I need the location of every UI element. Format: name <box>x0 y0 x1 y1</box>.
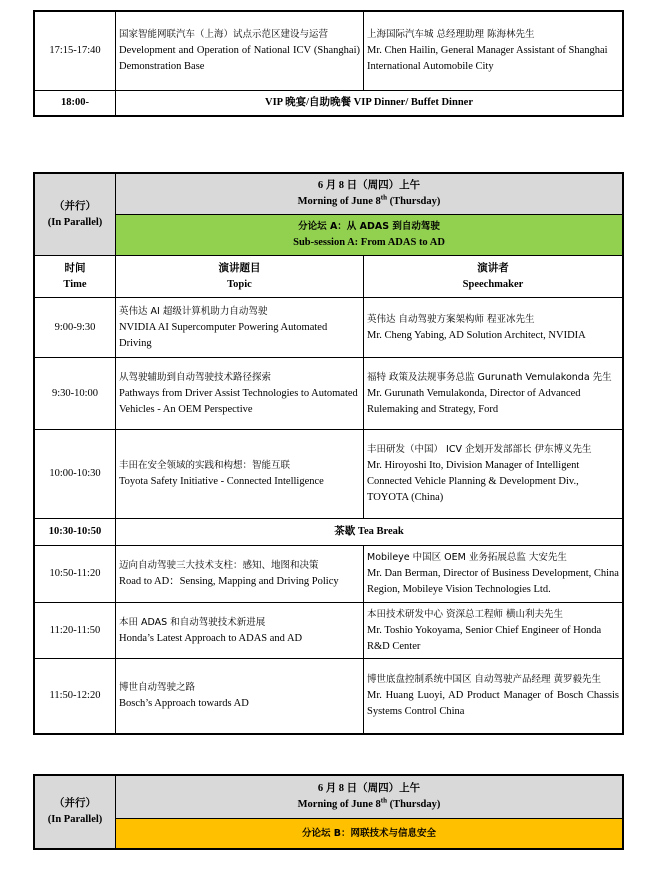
speaker-cn: 上海国际汽车城 总经理助理 陈海林先生 <box>367 29 535 40</box>
topic-cell: 迈向自动驾驶三大技术支柱：感知、地图和决策 Road to AD：Sensing, Mapping and Driving Policy <box>116 546 364 603</box>
table-row <box>35 659 623 734</box>
dinner-time: 18:00- <box>35 91 116 116</box>
parallel-cell <box>35 174 116 256</box>
break-time: 10:30-10:50 <box>35 519 116 546</box>
topic-cell: 博世自动驾驶之路 Bosch’s Approach towards AD <box>116 659 364 734</box>
speaker-cell: 英伟达 自动驾驶方案架构师 程亚冰先生 Mr. Cheng Yabing, AD Solution Architect, NVIDIA <box>364 298 623 358</box>
agenda-table-session-b <box>34 775 623 849</box>
parallel-cell <box>35 776 116 849</box>
speaker-cell: 本田技术研发中心 资深总工程师 横山利夫先生 Mr. Toshio Yokoyama, Senior Chief Engineer of Honda R&D Center <box>364 603 623 659</box>
header-time: 时间 Time <box>35 256 116 298</box>
speaker-cell: Mobileye 中国区 OEM 业务拓展总监 大安先生 Mr. Dan Berman, Director of Business Development, China Region, Mobileye Vision Technologies Ltd. <box>364 546 623 603</box>
parallel-cn: （并行） <box>54 200 96 212</box>
table-row <box>35 298 623 358</box>
session-date-row <box>35 776 623 819</box>
parallel-cn: （并行） <box>54 798 96 809</box>
speaker-en: Mr. Chen Hailin, General Manager Assistant of Shanghai International Automobile City <box>367 45 608 72</box>
speaker-cell: 福特 政策及法规事务总监 Gurunath Vemulakonda 先生 Mr. Gurunath Vemulakonda, Director of Advanced Rulemaking and Strategy, Ford <box>364 358 623 430</box>
topic-cell: 本田 ADAS 和自动驾驶技术新进展 Honda’s Latest Approach to ADAS and AD <box>116 603 364 659</box>
session-title-cell <box>116 215 623 256</box>
table-row <box>35 430 623 519</box>
session-date-cell <box>116 174 623 215</box>
topic-cell <box>116 12 364 91</box>
topic-cn: 国家智能网联汽车（上海）试点示范区建设与运营 <box>119 29 329 40</box>
column-header-row <box>35 256 623 298</box>
date-cn: 6 月 8 日（周四）上午 <box>317 783 421 794</box>
time-cell: 17:15-17:40 <box>35 12 116 91</box>
time-cell: 11:20-11:50 <box>35 603 116 659</box>
break-label: 茶歇 Tea Break <box>116 519 623 546</box>
time-cell: 9:00-9:30 <box>35 298 116 358</box>
agenda-table-afternoon <box>34 11 623 116</box>
session-title-cell <box>116 819 623 849</box>
topic-cell: 从驾驶辅助到自动驾驶技术路径探索 Pathways from Driver Assist Technologies to Automated Vehicles - An OEM Perspective <box>116 358 364 430</box>
agenda-table-session-a <box>34 173 623 734</box>
session-title-cn: 分论坛 A：从 ADAS 到自动驾驶 <box>298 221 440 232</box>
dinner-label: VIP 晚宴/自助晚餐 VIP Dinner/ Buffet Dinner <box>116 91 623 116</box>
dinner-row <box>35 91 623 116</box>
session-title-row <box>35 215 623 256</box>
header-topic: 演讲题目 Topic <box>116 256 364 298</box>
time-cell: 9:30-10:00 <box>35 358 116 430</box>
session-title-en: Sub-session A: From ADAS to AD <box>293 237 445 248</box>
topic-cell: 丰田在安全领域的实践和构想：智能互联 Toyota Safety Initiative - Connected Intelligence <box>116 430 364 519</box>
table-row <box>35 603 623 659</box>
table-row <box>35 12 623 91</box>
header-speaker: 演讲者 Speechmaker <box>364 256 623 298</box>
date-en: Morning of June 8th (Thursday) <box>297 193 441 207</box>
speaker-cell: 博世底盘控制系统中国区 自动驾驶产品经理 黄罗毅先生 Mr. Huang Luoyi, AD Product Manager of Bosch Chassis Systems Control China <box>364 659 623 734</box>
time-cell: 11:50-12:20 <box>35 659 116 734</box>
speaker-cell <box>364 12 623 91</box>
time-cell: 10:50-11:20 <box>35 546 116 603</box>
session-date-row <box>35 174 623 215</box>
date-en: Morning of June 8th (Thursday) <box>297 796 441 810</box>
topic-en: Development and Operation of National ICV (Shanghai) Demonstration Base <box>119 45 360 72</box>
table-row <box>35 546 623 603</box>
session-date-cell <box>116 776 623 819</box>
table-row <box>35 358 623 430</box>
topic-cell: 英伟达 AI 超级计算机助力自动驾驶 NVIDIA AI Supercomputer Powering Automated Driving <box>116 298 364 358</box>
session-title-row <box>35 819 623 849</box>
parallel-en: (In Parallel) <box>47 216 103 228</box>
date-cn: 6 月 8 日（周四）上午 <box>317 180 421 191</box>
time-cell: 10:00-10:30 <box>35 430 116 519</box>
parallel-en: (In Parallel) <box>47 814 103 825</box>
speaker-cell: 丰田研发（中国） ICV 企划开发部部长 伊东博义先生 Mr. Hiroyoshi Ito, Division Manager of Intelligent Connected Vehicle Planning & Development Div., TOYOTA (China) <box>364 430 623 519</box>
break-row <box>35 519 623 546</box>
session-title-cn: 分论坛 B：网联技术与信息安全 <box>301 827 437 839</box>
